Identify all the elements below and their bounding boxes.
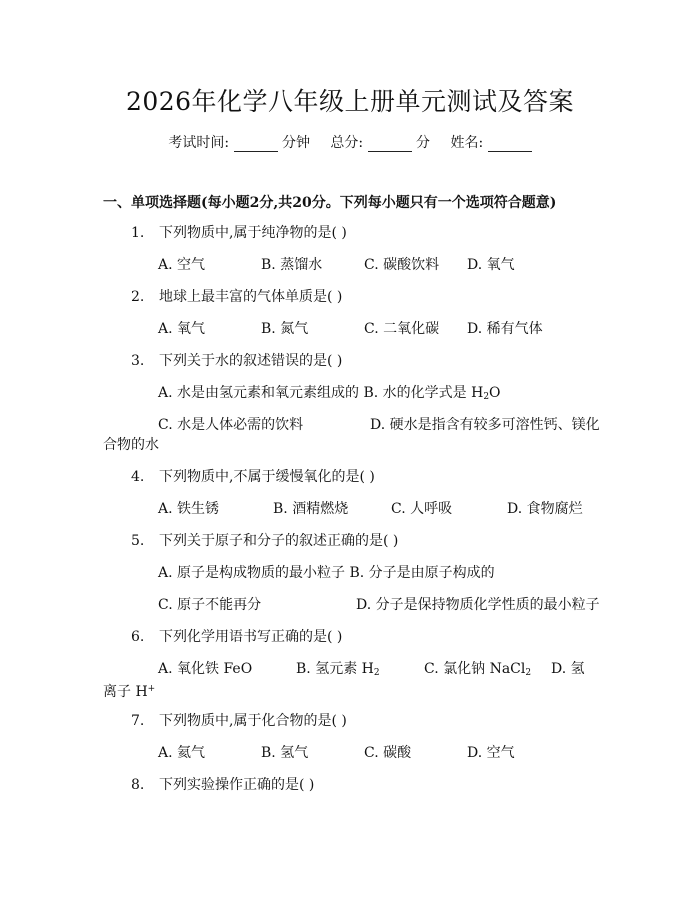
question-number: 6.	[131, 629, 145, 645]
option-a-b: A. 原子是构成物质的最小粒子 B. 分子是由原子构成的	[158, 565, 495, 581]
question-text: 下列物质中,属于化合物的是( )	[159, 713, 347, 729]
score-unit: 分	[416, 135, 431, 151]
option-a-b: A. 水是由氢元素和氧元素组成的 B. 水的化学式是 H	[158, 385, 484, 401]
score-blank	[368, 137, 412, 152]
question-text: 地球上最丰富的气体单质是( )	[159, 289, 343, 305]
option-c: C. 碳酸	[364, 745, 412, 761]
question-1	[131, 224, 347, 242]
question-number: 7.	[131, 713, 145, 729]
option-c: C. 碳酸饮料	[364, 257, 440, 273]
name-label: 姓名:	[450, 135, 484, 151]
option-d: D. 氧气	[467, 257, 515, 273]
subscript: 2	[483, 392, 490, 402]
question-8	[131, 776, 314, 794]
option-c: C. 人呼吸	[391, 501, 453, 517]
question-text: 下列化学用语书写正确的是( )	[159, 629, 343, 645]
options-row	[158, 256, 515, 274]
option-c-text: C. 氯化钠 NaCl	[424, 661, 526, 677]
option-d: D. 稀有气体	[467, 321, 543, 337]
options-row	[158, 320, 543, 338]
option-d-wrap: 合物的水	[103, 437, 159, 453]
question-7	[131, 712, 347, 730]
options-row	[158, 384, 501, 406]
question-number: 2.	[131, 289, 145, 305]
question-5	[131, 532, 398, 550]
option-c	[424, 660, 551, 682]
option-b: B. 氢气	[261, 745, 309, 761]
question-text: 下列物质中,属于纯净物的是( )	[159, 225, 347, 241]
option-a: A. 氧气	[158, 321, 206, 337]
question-number: 1.	[131, 225, 145, 241]
option-b: B. 蒸馏水	[261, 257, 323, 273]
option-b: B. 酒精燃烧	[273, 501, 349, 517]
formula-tail: O	[489, 385, 501, 401]
options-row	[158, 500, 583, 518]
time-blank	[234, 137, 278, 152]
question-2	[131, 288, 342, 306]
option-b: B. 氮气	[261, 321, 309, 337]
superscript: +	[147, 684, 156, 694]
subscript: 2	[373, 668, 380, 678]
option-b	[296, 660, 424, 682]
time-label: 考试时间:	[168, 135, 230, 151]
time-field	[168, 132, 310, 152]
name-blank	[488, 137, 532, 152]
option-d-wrap-text: 离子 H	[103, 684, 148, 700]
name-field	[450, 132, 531, 152]
exam-meta	[0, 132, 700, 152]
question-number: 4.	[131, 469, 145, 485]
page-title: 2026年化学八年级上册单元测试及答案	[125, 87, 575, 116]
options-row	[158, 416, 600, 434]
option-d: D. 食物腐烂	[507, 501, 583, 517]
question-text: 下列实验操作正确的是( )	[159, 777, 315, 793]
option-a: A. 空气	[158, 257, 206, 273]
options-row	[158, 564, 495, 582]
question-6	[131, 628, 342, 646]
option-d: D. 硬水是指含有较多可溶性钙、镁化	[370, 417, 600, 433]
option-d-wrap	[103, 680, 155, 701]
option-d: D. 氢	[551, 661, 585, 677]
option-a: A. 氧化铁 FeO	[158, 661, 253, 677]
score-field	[330, 132, 430, 152]
option-d: D. 空气	[467, 745, 515, 761]
option-c: C. 二氧化碳	[364, 321, 440, 337]
time-unit: 分钟	[281, 135, 310, 151]
option-c: C. 原子不能再分	[158, 597, 262, 613]
option-c: C. 水是人体必需的饮料	[158, 417, 304, 433]
section-heading: 一、单项选择题(每小题2分,共20分。下列每小题只有一个选项符合题意)	[103, 195, 557, 211]
question-number: 3.	[131, 353, 145, 369]
score-label: 总分:	[330, 135, 364, 151]
question-4	[131, 468, 375, 486]
question-text: 下列关于原子和分子的叙述正确的是( )	[159, 533, 399, 549]
option-b-text: B. 氢元素 H	[296, 661, 374, 677]
question-text: 下列关于水的叙述错误的是( )	[159, 353, 343, 369]
question-number: 8.	[131, 777, 145, 793]
options-row	[158, 660, 585, 682]
question-3	[131, 352, 342, 370]
option-a: A. 铁生锈	[158, 501, 220, 517]
options-row	[158, 596, 600, 614]
option-d: D. 分子是保持物质化学性质的最小粒子	[356, 597, 600, 613]
subscript: 2	[525, 668, 532, 678]
options-row	[158, 744, 515, 762]
option-a: A. 氦气	[158, 745, 206, 761]
question-text: 下列物质中,不属于缓慢氧化的是( )	[159, 469, 375, 485]
question-number: 5.	[131, 533, 145, 549]
